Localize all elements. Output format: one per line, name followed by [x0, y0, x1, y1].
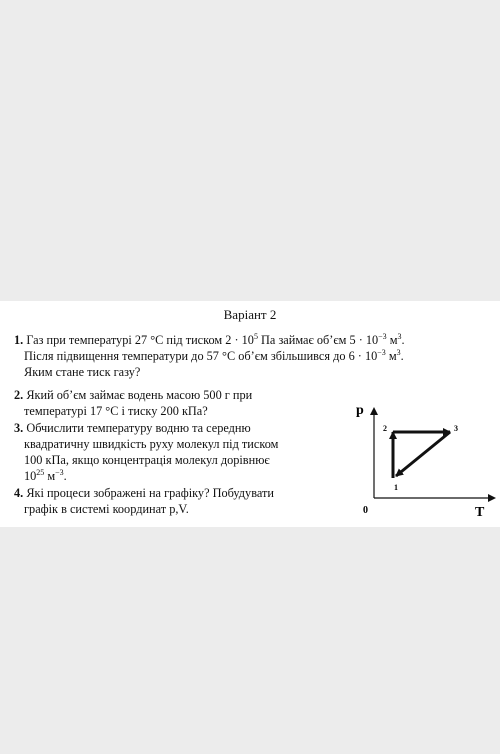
variant-title: Варіант 2: [223, 307, 277, 322]
point-label-3: 3: [454, 424, 458, 433]
point-label-1: 1: [394, 483, 398, 492]
pt-process-graph: [350, 399, 500, 524]
y-axis-label: p: [356, 403, 364, 418]
q3-number: 3.: [14, 421, 24, 435]
question-2: 2. Який об’єм займає водень масою 500 г при температурі 17 °С і тиску 200 кПа?: [14, 388, 253, 418]
question-4: 4. Які процеси зображені на графіку? Побудувати графік в системі координат р,V.: [14, 486, 274, 516]
q2-number: 2.: [14, 388, 24, 402]
process-3-1: [396, 432, 450, 476]
question-3: 3. Обчислити температуру водню та середню квадратичну швидкість руху молекул під тиском 100 кПа, якщо концентрація молекул дорівнює $10^{25}$ $м^{-3}$.: [14, 421, 279, 483]
q1-number: 1.: [14, 333, 24, 347]
point-label-2: 2: [383, 424, 387, 433]
task-sheet: [0, 301, 500, 527]
question-1: 1. Газ при температурі 27 °С під тиском $2 \cdot 10^5$ Па займає об’єм $5 \cdot 10^{-3}$ $м^3$. Після підвищення температури до 57 °С об’єм збільшився до $6 \cdot 10^{-3}$ $м^3$. Яким стане тиск газу?: [14, 332, 405, 379]
q4-number: 4.: [14, 486, 24, 500]
x-axis-label: T: [475, 505, 485, 520]
origin-label: 0: [363, 505, 368, 516]
